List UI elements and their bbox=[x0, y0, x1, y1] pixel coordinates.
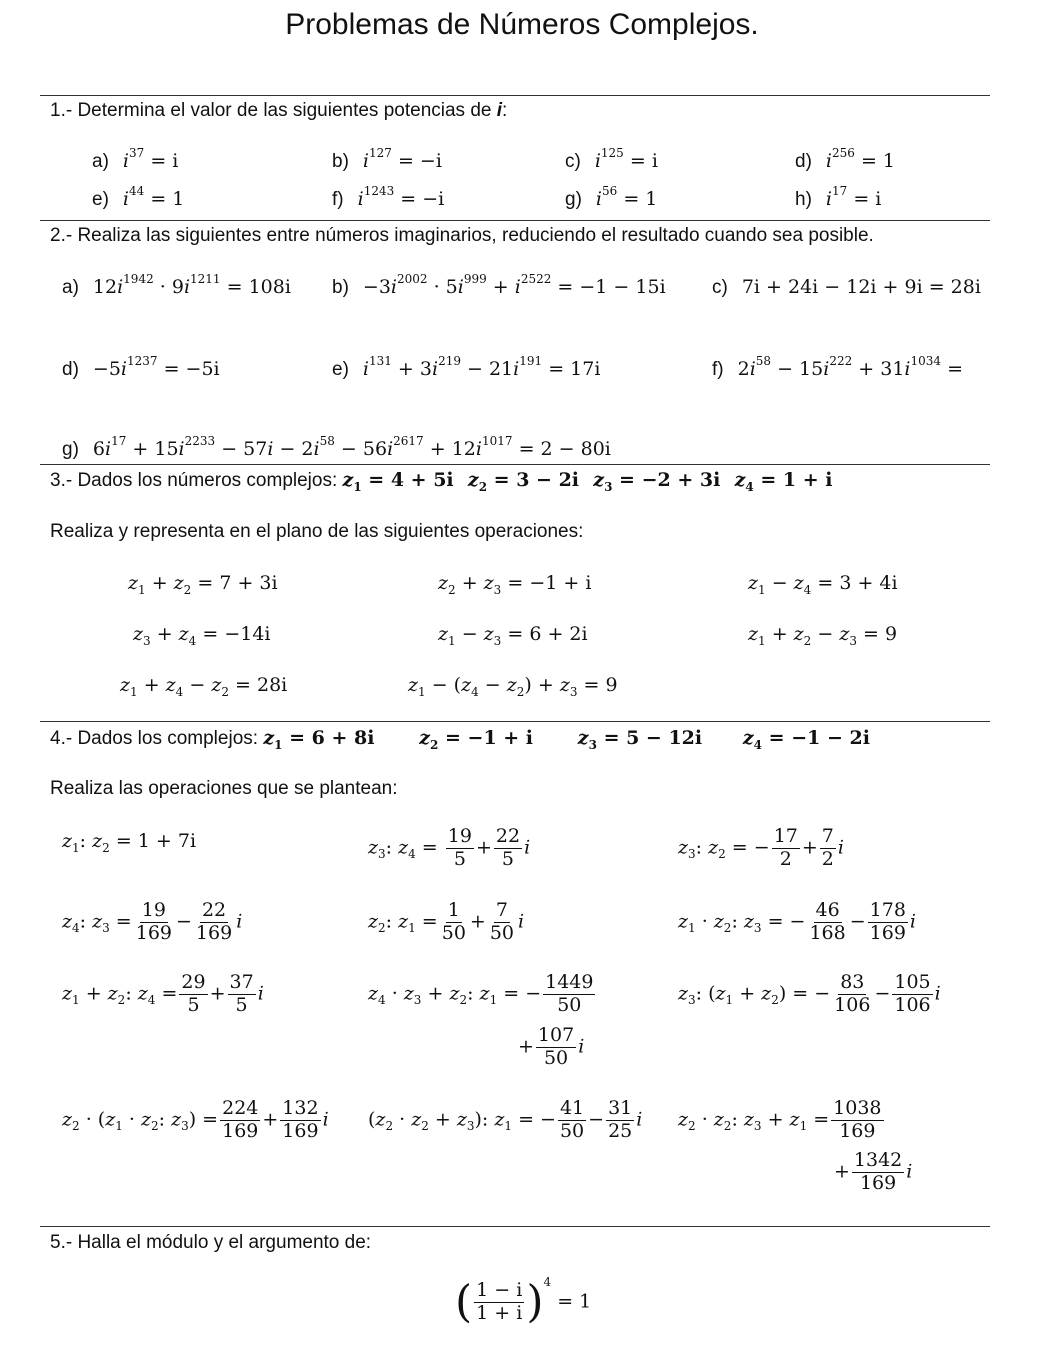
s3-op-1: $z_1 + z_2 = 7 + 3i$ bbox=[128, 572, 278, 597]
s4-op-5: $z_2$: $z_1$ = $\frac{1}{50}$ + $\frac{7}{50}$ i bbox=[368, 899, 525, 944]
s4-op-3: $z_3$: $z_2$ = − $\frac{17}{2}$ + $\frac{7}{2}$ i bbox=[678, 825, 844, 870]
s4-op-6: $z_1 \cdot z_2$: $z_3$ = − $\frac{46}{168}$ − $\frac{178}{169}$ i bbox=[678, 899, 916, 944]
section-2-heading: 2.- Realiza las siguientes entre números imaginarios, reduciendo el resultado cuando sea posible. bbox=[50, 225, 874, 246]
section-4-subheading: Realiza las operaciones que se plantean: bbox=[50, 778, 398, 799]
s1-item-f: f) $i^{1243} = -i$ bbox=[332, 184, 445, 210]
divider bbox=[40, 464, 990, 465]
s4-op-1: $z_1$: $z_2 = 1 + 7i$ bbox=[62, 830, 197, 855]
s3-op-8: $z_1 - (z_4 - z_2) + z_3 = 9$ bbox=[408, 674, 618, 699]
s1-item-e: e) $i^{44} = 1$ bbox=[92, 184, 185, 210]
s4-op-10: $z_2 \cdot (z_1 \cdot z_2$: $z_3$) = $\frac{224}{169}$ + $\frac{132}{169}$ i bbox=[62, 1097, 329, 1142]
s4-op-4: $z_4$: $z_3$ = $\frac{19}{169}$ − $\frac{22}{169}$ i bbox=[62, 899, 243, 944]
s1-item-d: d) $i^{256} = 1$ bbox=[795, 146, 895, 172]
s4-op-12-cont: + $\frac{1342}{169}$ i bbox=[834, 1149, 913, 1194]
s4-op-2: $z_3$: $z_4$ = $\frac{19}{5}$ + $\frac{22}{5}$ i bbox=[368, 825, 531, 870]
s3-op-2: $z_2 + z_3 = -1 + i$ bbox=[438, 572, 592, 597]
s2-item-e: e) $i^{131} + 3i^{219} - 21i^{191} = 17i$ bbox=[332, 354, 601, 380]
s3-op-7: $z_1 + z_4 - z_2 = 28i$ bbox=[120, 674, 288, 699]
divider bbox=[40, 1226, 990, 1227]
s5-expression: ( $\frac{1 - i}{1 + i}$ )$^4$ = 1 bbox=[455, 1274, 592, 1328]
s4-op-8-cont: + $\frac{107}{50}$ i bbox=[518, 1024, 585, 1069]
s4-op-11: $(z_2 \cdot z_2 + z_3)$: $z_1$ = − $\frac{41}{50}$ − $\frac{31}{25}$ i bbox=[368, 1097, 643, 1142]
s3-op-4: $z_3 + z_4 = -14i$ bbox=[133, 623, 271, 648]
section-4-heading: 4.- Dados los complejos: $z_1 = 6 + 8i$ $z_2 = -1 + i$ $z_3 = 5 - 12i$ $z_4 = -1 - 2i$ bbox=[50, 727, 870, 752]
s4-op-7: $z_1 + z_2$: $z_4$ = $\frac{29}{5}$ + $\frac{37}{5}$ i bbox=[62, 971, 264, 1016]
s2-item-a: a) $12i^{1942} \cdot 9i^{1211} = 108i$ bbox=[62, 272, 291, 298]
s3-op-5: $z_1 - z_3 = 6 + 2i$ bbox=[438, 623, 588, 648]
section-3-subheading: Realiza y representa en el plano de las siguientes operaciones: bbox=[50, 521, 584, 542]
section-5-heading: 5.- Halla el módulo y el argumento de: bbox=[50, 1232, 372, 1253]
s4-op-12: $z_2 \cdot z_2$: $z_3 + z_1$ = $\frac{1038}{169}$ bbox=[678, 1097, 882, 1142]
s2-item-f: f) $2i^{58} - 15i^{222} + 31i^{1034}$ = bbox=[712, 354, 964, 380]
s4-op-8: $z_4 \cdot z_3 + z_2$: $z_1$ = − $\frac{1449}{50}$ bbox=[368, 971, 594, 1016]
s2-item-d: $d) -5i^{1237} = -5i$ bbox=[62, 354, 220, 380]
s2-item-g: g) $6i^{17} + 15i^{2233} - 57i - 2i^{58} - 56i^{2617} + 12i^{1017} = 2 - 80i$ bbox=[62, 434, 611, 460]
s1-item-h: h) $i^{17} = i$ bbox=[795, 184, 882, 210]
s1-item-c: c) $i^{125} = i$ bbox=[565, 146, 658, 172]
s3-op-3: $z_1 - z_4 = 3 + 4i$ bbox=[748, 572, 898, 597]
s4-op-9: $z_3$: $(z_1 + z_2)$ = − $\frac{83}{106}$ − $\frac{105}{106}$ i bbox=[678, 971, 941, 1016]
s2-item-c: c) 7i + 24i − 12i + 9i = 28i bbox=[712, 276, 981, 298]
s1-item-g: g) $i^{56} = 1$ bbox=[565, 184, 658, 210]
divider bbox=[40, 95, 990, 96]
s1-item-b: b) $i^{127} = -i$ bbox=[332, 146, 442, 172]
s3-op-6: $z_1 + z_2 - z_3 = 9$ bbox=[748, 623, 898, 648]
s2-item-b: $b) -3i^{2002} \cdot 5i^{999} + i^{2522} = -1 - 15i$ bbox=[332, 272, 666, 298]
divider bbox=[40, 220, 990, 221]
s1-item-a: a) $i^{37} = i$ bbox=[92, 146, 179, 172]
section-1-heading: 1.- Determina el valor de las siguientes potencias de i: bbox=[50, 100, 508, 121]
divider bbox=[40, 721, 990, 722]
page-title: Problemas de Números Complejos. bbox=[285, 8, 759, 41]
section-3-heading: 3.- Dados los números complejos: $z_1 = 4 + 5i$ $z_2 = 3 - 2i$ $z_3 = -2 + 3i$ $z_4 = 1 + i$ bbox=[50, 469, 833, 494]
